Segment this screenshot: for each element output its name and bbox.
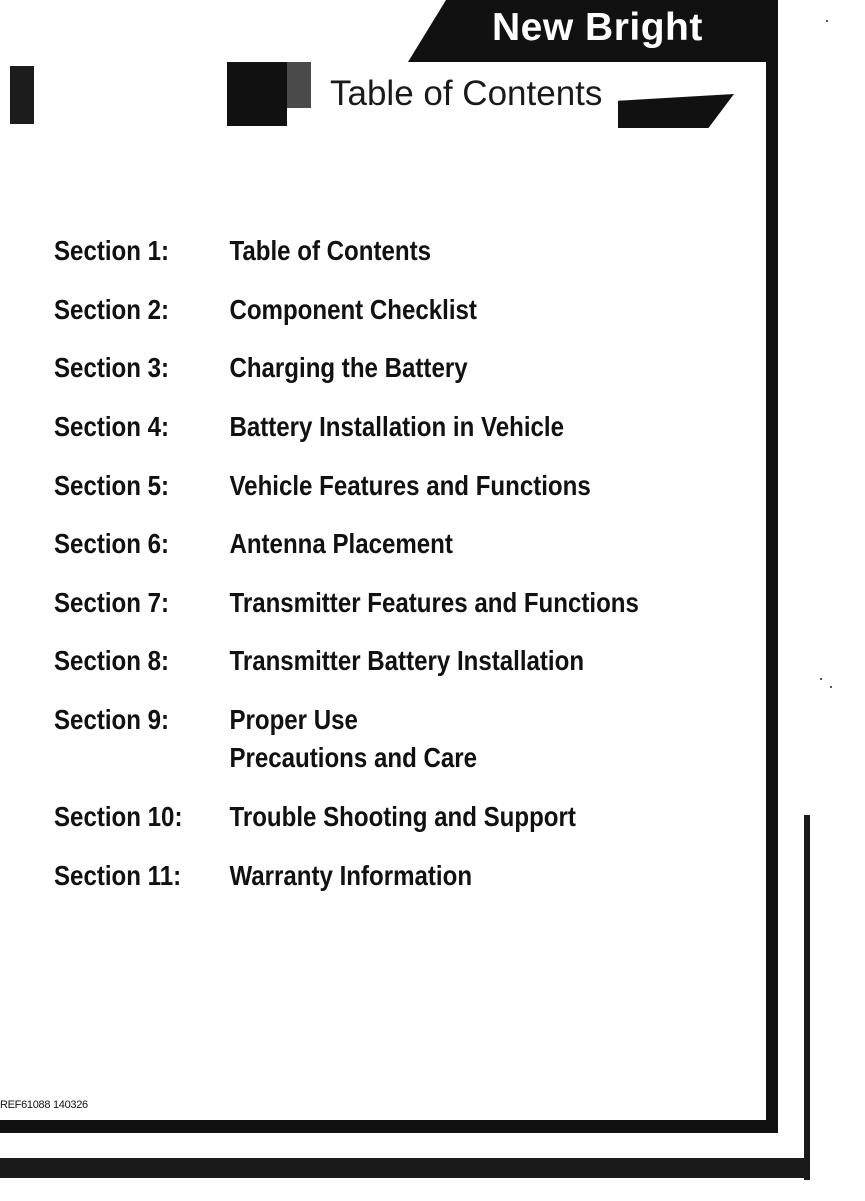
bottom-scan-strip	[0, 1158, 810, 1178]
toc-section-title: Transmitter Battery Installation	[229, 645, 585, 676]
scan-mark	[10, 66, 34, 124]
toc-section-title: Warranty Information	[229, 860, 473, 891]
toc-section-label: Section 1:	[54, 235, 170, 266]
page-title: Table of Contents	[330, 74, 603, 113]
scan-speck	[826, 20, 828, 22]
toc-section-title: Component Checklist	[229, 294, 477, 325]
brand-name: New Bright	[492, 6, 703, 49]
title-block-shade	[287, 62, 311, 108]
toc-section-title-continued: Precautions and Care	[229, 742, 478, 773]
toc-section-label: Section 4:	[54, 411, 170, 442]
title-wedge	[618, 94, 734, 128]
toc-section-label: Section 5:	[54, 470, 170, 501]
toc-section-title: Antenna Placement	[229, 528, 453, 559]
scan-speck	[830, 686, 832, 688]
toc-section-title: Trouble Shooting and Support	[229, 801, 576, 832]
toc-section-label: Section 8:	[54, 645, 170, 676]
toc-section-title: Proper Use	[229, 704, 358, 735]
toc-section-title: Transmitter Features and Functions	[229, 587, 639, 618]
toc-section-label: Section 6:	[54, 528, 170, 559]
toc-section-label: Section 9:	[54, 704, 170, 735]
toc-section-title: Vehicle Features and Functions	[229, 470, 591, 501]
right-border	[766, 0, 778, 1133]
toc-section-title: Table of Contents	[229, 235, 432, 266]
reference-code: REF61088 140326	[0, 1099, 88, 1111]
toc-section-label: Section 10:	[54, 801, 183, 832]
title-block-icon	[227, 62, 287, 126]
toc-section-label: Section 7:	[54, 587, 170, 618]
right-outer-line	[804, 815, 810, 1180]
scan-speck	[820, 678, 822, 680]
toc-section-title: Battery Installation in Vehicle	[229, 411, 564, 442]
bottom-border	[0, 1120, 778, 1133]
toc-section-title: Charging the Battery	[229, 352, 468, 383]
toc-section-label: Section 2:	[54, 294, 170, 325]
toc-section-label: Section 11:	[54, 860, 182, 891]
toc-section-label: Section 3:	[54, 352, 170, 383]
